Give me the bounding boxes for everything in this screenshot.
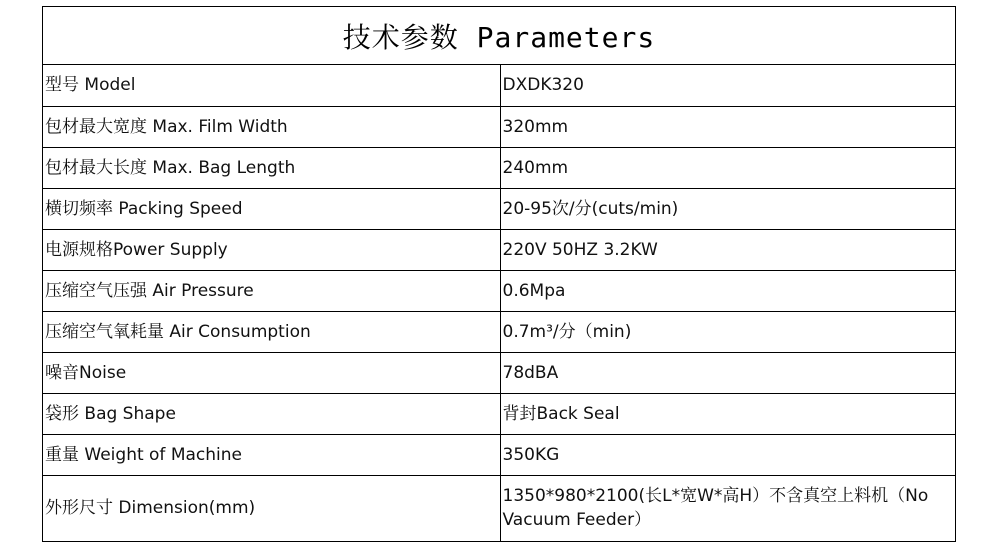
param-label: 重量 Weight of Machine [43,434,500,475]
param-label: 横切频率 Packing Speed [43,188,500,229]
param-value: 350KG [500,434,955,475]
param-value: 0.7m³/分（min) [500,311,955,352]
parameters-sheet [42,6,956,542]
table-row-air-pressure [43,270,955,311]
table-row-noise [43,352,955,393]
param-value: 78dBA [500,352,955,393]
parameters-table [43,65,955,541]
table-row-weight [43,434,955,475]
table-row-bag-length [43,147,955,188]
param-value: 220V 50HZ 3.2KW [500,229,955,270]
param-value: 背封Back Seal [500,393,955,434]
param-label: 压缩空气压强 Air Pressure [43,270,500,311]
table-row-packing-speed [43,188,955,229]
table-row-model [43,65,955,106]
table-row-dimension [43,475,955,541]
param-label: 包材最大长度 Max. Bag Length [43,147,500,188]
param-label: 噪音Noise [43,352,500,393]
param-value: DXDK320 [500,65,955,106]
param-label: 电源规格Power Supply [43,229,500,270]
param-value: 0.6Mpa [500,270,955,311]
param-label: 袋形 Bag Shape [43,393,500,434]
table-row-bag-shape [43,393,955,434]
param-label: 外形尺寸 Dimension(mm) [43,475,500,541]
param-value: 1350*980*2100(长L*宽W*高H）不含真空上料机（No Vacuum Feeder） [500,475,955,541]
param-value: 320mm [500,106,955,147]
param-label: 压缩空气氧耗量 Air Consumption [43,311,500,352]
param-label: 型号 Model [45,75,136,96]
param-value: 20-95次/分(cuts/min) [500,188,955,229]
table-row-film-width [43,106,955,147]
table-row-air-consumption [43,311,955,352]
page-title: 技术参数 Parameters [43,7,955,65]
param-value: 240mm [500,147,955,188]
table-row-power-supply [43,229,955,270]
param-label: 包材最大宽度 Max. Film Width [43,106,500,147]
